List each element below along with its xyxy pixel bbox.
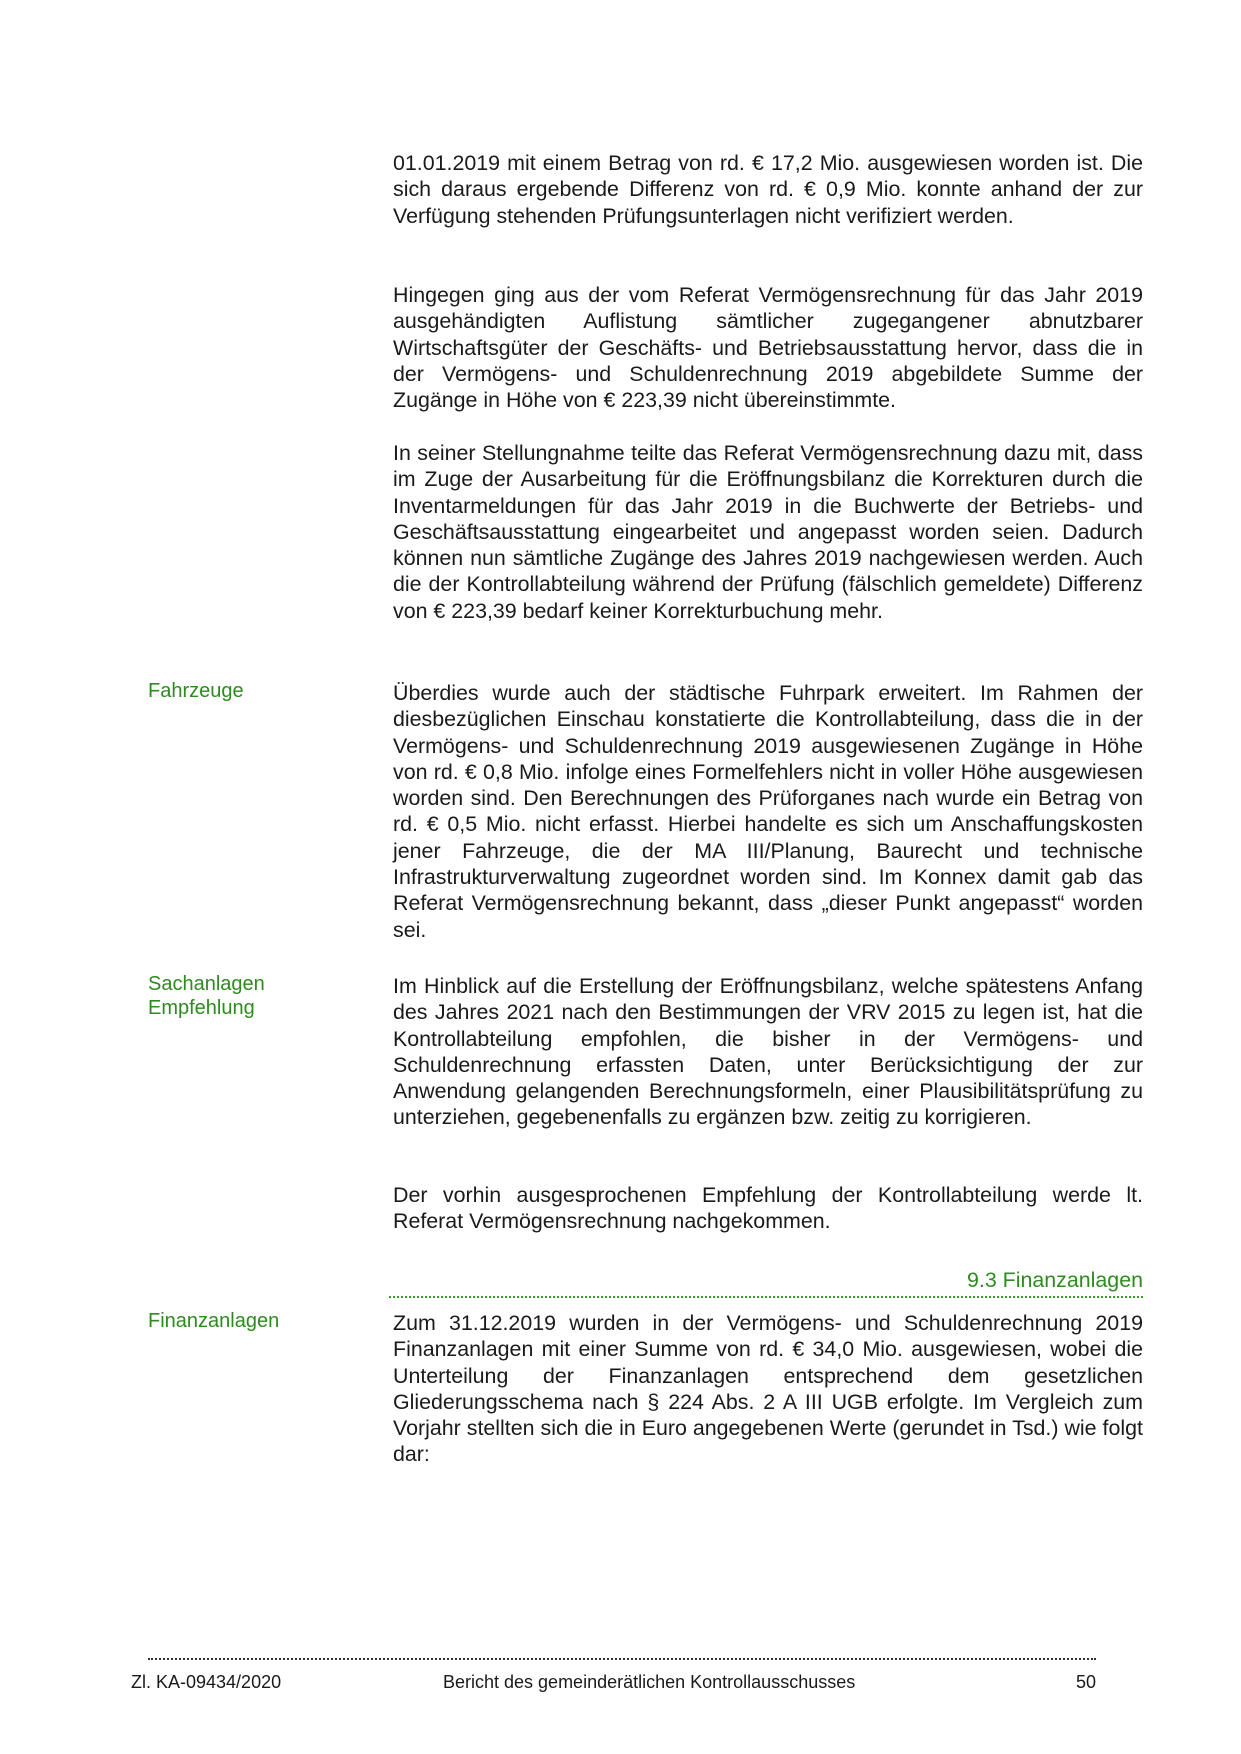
section-heading: 9.3 Finanzanlagen xyxy=(966,1268,1143,1292)
paragraph-5: Im Hinblick auf die Erstellung der Eröffnungsbilanz, welche spätestens Anfang des Jahres 2021 nach den Bestimmungen der VRV 2015 zu legen ist, hat die Kontrollabteilung empfohlen, die bisher in der Vermögens- und Schuldenrechnung erfassten Daten, unter Berücksichtigung der zur Anwendung gelangenden Berechnungsformeln, einer Plausibilitätsprüfung zu unterziehen, gegebenenfalls zu ergänzen bzw. zeitig zu korrigieren. xyxy=(393,974,1143,1130)
page-number: 50 xyxy=(1076,1672,1097,1692)
paragraph-3: In seiner Stellungnahme teilte das Referat Vermögensrechnung dazu mit, dass im Zuge der Ausarbeitung für die Eröffnungsbilanz die Korrekturen durch die Inventarmeldungen für das Jahr 2019 in die Buchwerte der Betriebs- und Geschäftsausstattung eingearbeitet und angepasst worden seien. Dadurch können nun sämtliche Zugänge des Jahres 2019 nachgewiesen werden. Auch die der Kontrollabteilung während der Prüfung (fälschlich gemeldete) Differenz von € 223,39 bedarf keiner Korrekturbuchung mehr. xyxy=(393,441,1143,623)
section-divider xyxy=(389,1296,1143,1298)
paragraph-4: Überdies wurde auch der städtische Fuhrpark erweitert. Im Rahmen der diesbezüglichen Einschau konstatierte die Kontrollabteilung, dass die in der Vermögens- und Schuldenrechnung 2019 ausgewiesenen Zugänge in Höhe von rd. € 0,8 Mio. infolge eines Formelfehlers nicht in voller Höhe ausgewiesen worden sind. Den Berechnungen des Prüforganes nach wurde ein Betrag von rd. € 0,5 Mio. nicht erfasst. Hierbei handelte es sich um Anschaffungskosten jener Fahrzeuge, die der MA III/Planung, Baurecht und technische Infrastrukturverwaltung zugeordnet worden sind. Im Konnex damit gab das Referat Vermögensrechnung bekannt, dass „dieser Punkt angepasst“ worden sei. xyxy=(393,681,1143,942)
margin-note-sachanlagen: Sachanlagen xyxy=(148,973,265,995)
margin-note-finanzanlagen: Finanzanlagen xyxy=(148,1310,280,1332)
footer-reference: Zl. KA-09434/2020 xyxy=(131,1672,282,1692)
footer-divider xyxy=(148,1658,1096,1660)
margin-note-fahrzeuge: Fahrzeuge xyxy=(148,680,244,702)
paragraph-1: 01.01.2019 mit einem Betrag von rd. € 17,2 Mio. ausgewiesen worden ist. Die sich daraus ergebende Differenz von rd. € 0,9 Mio. konnte anhand der zur Verfügung stehenden Prüfungsunterlagen nicht verifiziert werden. xyxy=(393,151,1143,228)
paragraph-2: Hingegen ging aus der vom Referat Vermögensrechnung für das Jahr 2019 ausgehändigten Auflistung sämtlicher zugegangener abnutzbarer Wirtschaftsgüter der Geschäfts- und Betriebsausstattung hervor, dass die in der Vermögens- und Schuldenrechnung 2019 abgebildete Summe der Zugänge in Höhe von € 223,39 nicht übereinstimmte. xyxy=(393,283,1143,413)
paragraph-7: Zum 31.12.2019 wurden in der Vermögens- und Schuldenrechnung 2019 Finanzanlagen mit einer Summe von rd. € 34,0 Mio. ausgewiesen, wobei die Unterteilung der Finanzanlagen entsprechend dem gesetzlichen Gliederungsschema nach § 224 Abs. 2 A III UGB erfolgte. Im Vergleich zum Vorjahr stellten sich die in Euro angegebenen Werte (gerundet in Tsd.) wie folgt dar: xyxy=(393,1311,1143,1467)
margin-note-empfehlung: Empfehlung xyxy=(148,997,255,1019)
paragraph-6: Der vorhin ausgesprochenen Empfehlung der Kontrollabteilung werde lt. Referat Vermögensrechnung nachgekommen. xyxy=(393,1183,1143,1234)
footer-title: Bericht des gemeinderätlichen Kontrollausschusses xyxy=(443,1672,856,1692)
